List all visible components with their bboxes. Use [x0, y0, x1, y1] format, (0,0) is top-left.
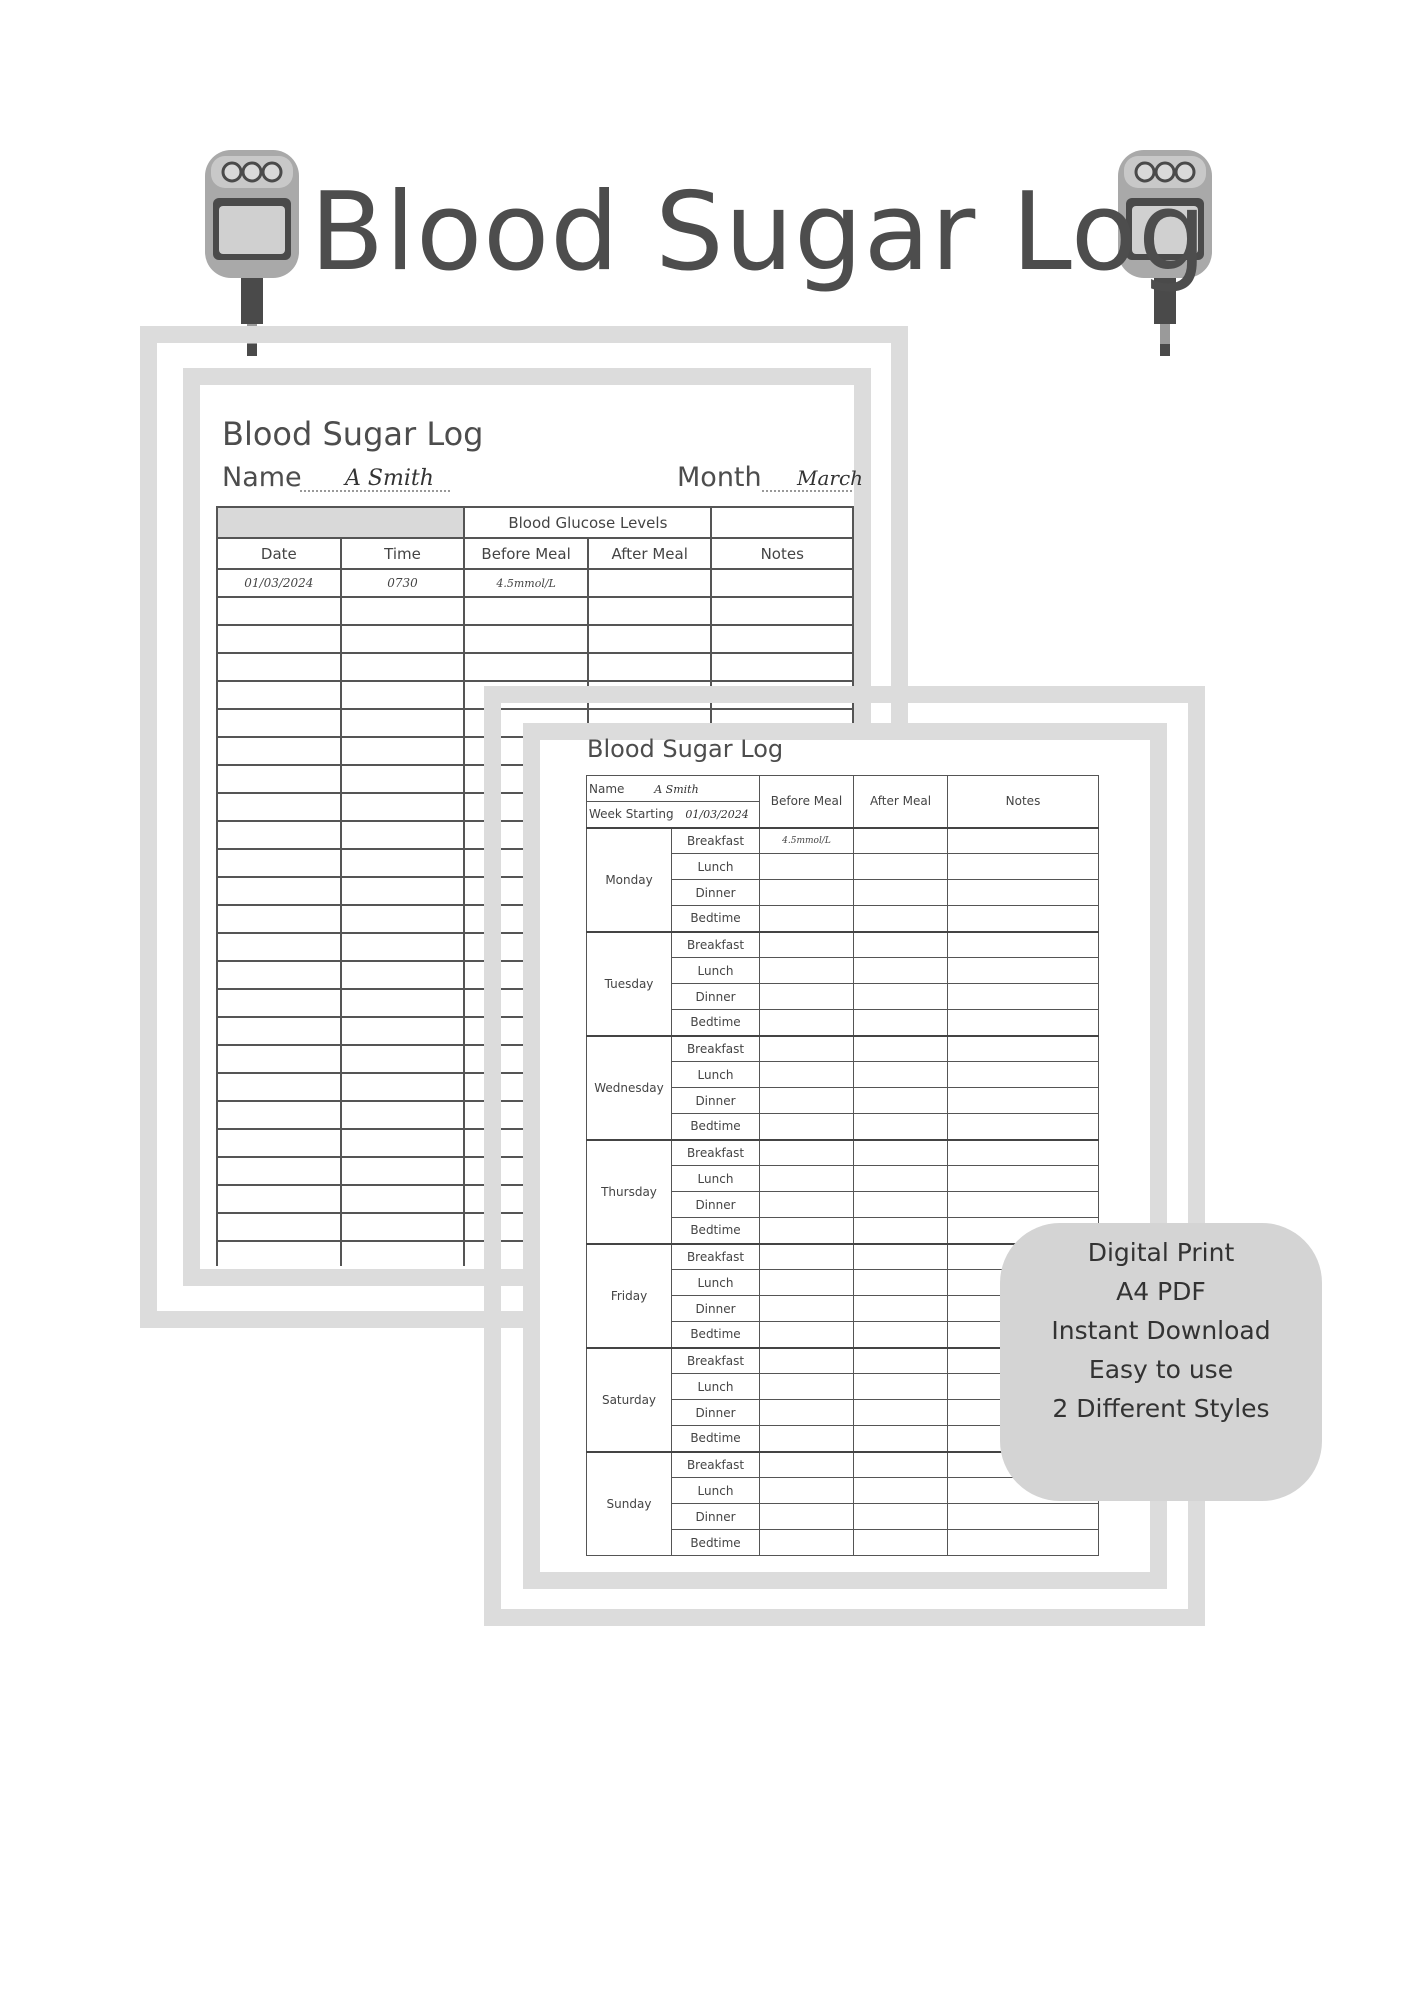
table-cell[interactable] — [854, 1322, 948, 1348]
table-cell[interactable] — [948, 1504, 1099, 1530]
meal-label: Breakfast — [672, 828, 760, 854]
table-cell[interactable] — [760, 958, 854, 984]
day-label: Wednesday — [587, 1036, 672, 1140]
table-cell[interactable] — [948, 1140, 1099, 1166]
table-cell[interactable] — [948, 1114, 1099, 1140]
table-cell[interactable] — [948, 854, 1099, 880]
meal-label: Dinner — [672, 1192, 760, 1218]
column-header: After Meal — [854, 776, 948, 828]
table-cell[interactable] — [217, 905, 341, 933]
table-cell[interactable] — [341, 1185, 465, 1213]
table-cell[interactable] — [341, 821, 465, 849]
table-cell[interactable] — [464, 653, 588, 681]
table-cell[interactable] — [217, 961, 341, 989]
table-cell[interactable] — [760, 1140, 854, 1166]
meal-label: Dinner — [672, 1296, 760, 1322]
table-cell[interactable] — [948, 1166, 1099, 1192]
table-cell[interactable] — [854, 1296, 948, 1322]
day-label: Friday — [587, 1244, 672, 1348]
table-cell[interactable] — [464, 625, 588, 653]
table-cell[interactable] — [341, 681, 465, 709]
day-label: Thursday — [587, 1140, 672, 1244]
meal-label: Lunch — [672, 958, 760, 984]
table-cell[interactable] — [341, 989, 465, 1017]
table-cell[interactable] — [341, 793, 465, 821]
table-cell[interactable] — [217, 765, 341, 793]
table-cell[interactable]: 0730 — [341, 569, 465, 597]
meal-label: Breakfast — [672, 1452, 760, 1478]
table-cell[interactable] — [341, 905, 465, 933]
day-label: Sunday — [587, 1452, 672, 1556]
table-cell[interactable] — [341, 1129, 465, 1157]
table-cell[interactable] — [217, 1185, 341, 1213]
table-cell[interactable] — [217, 653, 341, 681]
table-cell[interactable] — [217, 1129, 341, 1157]
week-value: 01/03/2024 — [685, 808, 749, 822]
table-cell[interactable] — [854, 1530, 948, 1556]
table-cell[interactable] — [854, 1010, 948, 1036]
table-cell[interactable] — [854, 932, 948, 958]
table-cell[interactable] — [588, 569, 712, 597]
meal-label: Bedtime — [672, 1530, 760, 1556]
table-cell[interactable] — [854, 1348, 948, 1374]
meal-label: Lunch — [672, 1478, 760, 1504]
table-cell[interactable] — [854, 1426, 948, 1452]
name-label: Name — [589, 781, 625, 796]
table-cell[interactable] — [760, 1010, 854, 1036]
meal-label: Bedtime — [672, 1010, 760, 1036]
badge-line: Easy to use — [1088, 1355, 1234, 1384]
table-cell[interactable] — [341, 765, 465, 793]
meal-label: Breakfast — [672, 1140, 760, 1166]
table-cell[interactable] — [217, 625, 341, 653]
table-cell[interactable] — [760, 1296, 854, 1322]
table-row — [217, 653, 853, 681]
meal-label: Dinner — [672, 1400, 760, 1426]
table-cell[interactable] — [341, 1157, 465, 1185]
table-cell[interactable] — [948, 1530, 1099, 1556]
table-cell[interactable] — [217, 793, 341, 821]
table-cell[interactable] — [854, 1192, 948, 1218]
table-cell[interactable] — [760, 1504, 854, 1530]
table-cell[interactable] — [711, 625, 853, 653]
meal-label: Breakfast — [672, 1348, 760, 1374]
table-row — [587, 828, 1099, 854]
column-header: Time — [341, 538, 465, 569]
table-cell[interactable] — [760, 906, 854, 932]
table-cell[interactable] — [341, 877, 465, 905]
table-cell[interactable] — [760, 1426, 854, 1452]
table-cell[interactable] — [464, 597, 588, 625]
column-header: Notes — [948, 776, 1099, 828]
table-cell[interactable] — [217, 1045, 341, 1073]
table-cell[interactable] — [760, 1452, 854, 1478]
table-header-blank — [217, 507, 464, 538]
table-cell[interactable] — [588, 625, 712, 653]
table-cell[interactable] — [341, 1241, 465, 1266]
meal-label: Breakfast — [672, 932, 760, 958]
meal-label: Lunch — [672, 1062, 760, 1088]
table-cell[interactable] — [854, 1140, 948, 1166]
table-cell[interactable] — [854, 1218, 948, 1244]
table-cell[interactable] — [217, 1073, 341, 1101]
table-cell[interactable] — [948, 1010, 1099, 1036]
table-cell[interactable] — [217, 877, 341, 905]
meal-label: Bedtime — [672, 1218, 760, 1244]
table-cell[interactable] — [854, 1400, 948, 1426]
table-cell[interactable] — [217, 849, 341, 877]
table-cell[interactable] — [217, 709, 341, 737]
table-cell[interactable] — [948, 880, 1099, 906]
table-row — [217, 625, 853, 653]
table-cell[interactable] — [760, 1244, 854, 1270]
week-cell — [587, 802, 760, 828]
week-label: Week Starting — [589, 807, 674, 822]
table-cell[interactable] — [217, 933, 341, 961]
column-header: Notes — [711, 538, 853, 569]
table-cell[interactable] — [760, 1218, 854, 1244]
table-cell[interactable] — [854, 854, 948, 880]
meal-label: Dinner — [672, 1088, 760, 1114]
table-cell[interactable] — [217, 597, 341, 625]
table-cell[interactable] — [341, 1045, 465, 1073]
table-cell[interactable] — [711, 597, 853, 625]
table-cell[interactable] — [760, 984, 854, 1010]
feature-badge — [1000, 1223, 1322, 1501]
table-cell[interactable] — [760, 1322, 854, 1348]
table-cell[interactable] — [341, 1073, 465, 1101]
table-cell[interactable] — [760, 932, 854, 958]
table-cell[interactable] — [341, 961, 465, 989]
name-value: A Smith — [654, 782, 699, 796]
meal-label: Dinner — [672, 1504, 760, 1530]
name-value: A Smith — [345, 466, 434, 491]
meal-label: Breakfast — [672, 1244, 760, 1270]
table-cell[interactable] — [711, 569, 853, 597]
table-cell[interactable] — [217, 1213, 341, 1241]
table-cell[interactable] — [948, 958, 1099, 984]
table-cell[interactable]: 4.5mmol/L — [760, 828, 854, 854]
table-cell[interactable] — [760, 1530, 854, 1556]
meal-label: Dinner — [672, 880, 760, 906]
name-label: Name — [222, 462, 302, 493]
table-cell[interactable] — [854, 1504, 948, 1530]
month-line — [762, 490, 852, 492]
table-row — [587, 932, 1099, 958]
meal-label: Lunch — [672, 1374, 760, 1400]
meal-label: Lunch — [672, 1270, 760, 1296]
badge-line: Instant Download — [1051, 1316, 1271, 1345]
table-cell[interactable] — [760, 1062, 854, 1088]
table-cell[interactable] — [948, 1088, 1099, 1114]
column-header: Before Meal — [464, 538, 588, 569]
day-label: Saturday — [587, 1348, 672, 1452]
badge-line: Digital Print — [1087, 1238, 1235, 1267]
table-cell[interactable]: 4.5mmol/L — [464, 569, 588, 597]
meal-label: Lunch — [672, 1166, 760, 1192]
table-cell[interactable] — [854, 1114, 948, 1140]
table-cell[interactable] — [217, 989, 341, 1017]
meal-label: Bedtime — [672, 1114, 760, 1140]
table-row — [217, 597, 853, 625]
table-cell[interactable] — [760, 880, 854, 906]
group-header: Blood Glucose Levels — [464, 507, 711, 538]
name-cell — [587, 776, 760, 802]
month-label: Month — [677, 462, 762, 493]
table-cell[interactable] — [341, 1017, 465, 1045]
table-cell[interactable] — [854, 880, 948, 906]
table-header-blank — [711, 507, 853, 538]
table-cell[interactable] — [854, 1478, 948, 1504]
table-cell[interactable] — [341, 737, 465, 765]
table-cell[interactable] — [854, 1062, 948, 1088]
table-cell[interactable] — [760, 1166, 854, 1192]
table-cell[interactable] — [341, 1101, 465, 1129]
table-row — [587, 1140, 1099, 1166]
column-header: After Meal — [588, 538, 712, 569]
column-header: Before Meal — [760, 776, 854, 828]
table-cell[interactable] — [217, 821, 341, 849]
table-cell[interactable] — [588, 597, 712, 625]
table-cell[interactable] — [341, 597, 465, 625]
table-cell[interactable] — [854, 1374, 948, 1400]
table-cell[interactable] — [854, 1036, 948, 1062]
meal-label: Lunch — [672, 854, 760, 880]
table-cell[interactable] — [948, 1192, 1099, 1218]
badge-line: A4 PDF — [1116, 1277, 1206, 1306]
table-cell[interactable] — [854, 1244, 948, 1270]
table-cell[interactable] — [854, 828, 948, 854]
table-cell[interactable] — [854, 1088, 948, 1114]
table-cell[interactable] — [760, 854, 854, 880]
table-cell[interactable] — [948, 932, 1099, 958]
meal-label: Bedtime — [672, 1426, 760, 1452]
table-cell[interactable] — [341, 1213, 465, 1241]
table-cell[interactable] — [854, 984, 948, 1010]
table-cell[interactable] — [760, 1036, 854, 1062]
badge-line: 2 Different Styles — [1052, 1394, 1270, 1423]
table-cell[interactable] — [948, 1036, 1099, 1062]
table-cell[interactable] — [948, 984, 1099, 1010]
table-cell[interactable] — [760, 1348, 854, 1374]
table-cell[interactable] — [760, 1400, 854, 1426]
sheet1-title: Blood Sugar Log — [222, 415, 484, 453]
table-cell[interactable] — [854, 1452, 948, 1478]
table-cell[interactable] — [217, 737, 341, 765]
table-cell[interactable] — [760, 1270, 854, 1296]
table-cell[interactable] — [948, 1062, 1099, 1088]
table-cell[interactable] — [854, 1270, 948, 1296]
table-cell[interactable] — [760, 1374, 854, 1400]
table-cell[interactable] — [217, 1017, 341, 1045]
table-cell[interactable]: 01/03/2024 — [217, 569, 341, 597]
page-title: Blood Sugar Log — [310, 170, 1208, 295]
month-value: March — [797, 466, 864, 490]
table-cell[interactable] — [588, 653, 712, 681]
table-cell[interactable] — [760, 1114, 854, 1140]
meal-label: Dinner — [672, 984, 760, 1010]
table-cell[interactable] — [711, 653, 853, 681]
table-cell[interactable] — [341, 933, 465, 961]
day-label: Tuesday — [587, 932, 672, 1036]
column-header: Date — [217, 538, 341, 569]
table-cell[interactable] — [854, 1166, 948, 1192]
table-row — [587, 1036, 1099, 1062]
table-cell[interactable] — [341, 625, 465, 653]
table-cell[interactable] — [854, 906, 948, 932]
meal-label: Bedtime — [672, 1322, 760, 1348]
table-cell[interactable] — [341, 849, 465, 877]
table-cell[interactable] — [760, 1088, 854, 1114]
meal-label: Bedtime — [672, 906, 760, 932]
table-cell[interactable] — [217, 681, 341, 709]
table-cell[interactable] — [948, 828, 1099, 854]
sheet2-title: Blood Sugar Log — [587, 735, 784, 763]
meal-label: Breakfast — [672, 1036, 760, 1062]
table-cell[interactable] — [217, 1101, 341, 1129]
table-cell[interactable] — [341, 709, 465, 737]
table-cell[interactable] — [341, 653, 465, 681]
table-cell[interactable] — [217, 1157, 341, 1185]
table-cell[interactable] — [760, 1478, 854, 1504]
table-cell[interactable] — [217, 1241, 341, 1266]
table-cell[interactable] — [760, 1192, 854, 1218]
day-label: Monday — [587, 828, 672, 932]
table-cell[interactable] — [854, 958, 948, 984]
table-cell[interactable] — [948, 906, 1099, 932]
